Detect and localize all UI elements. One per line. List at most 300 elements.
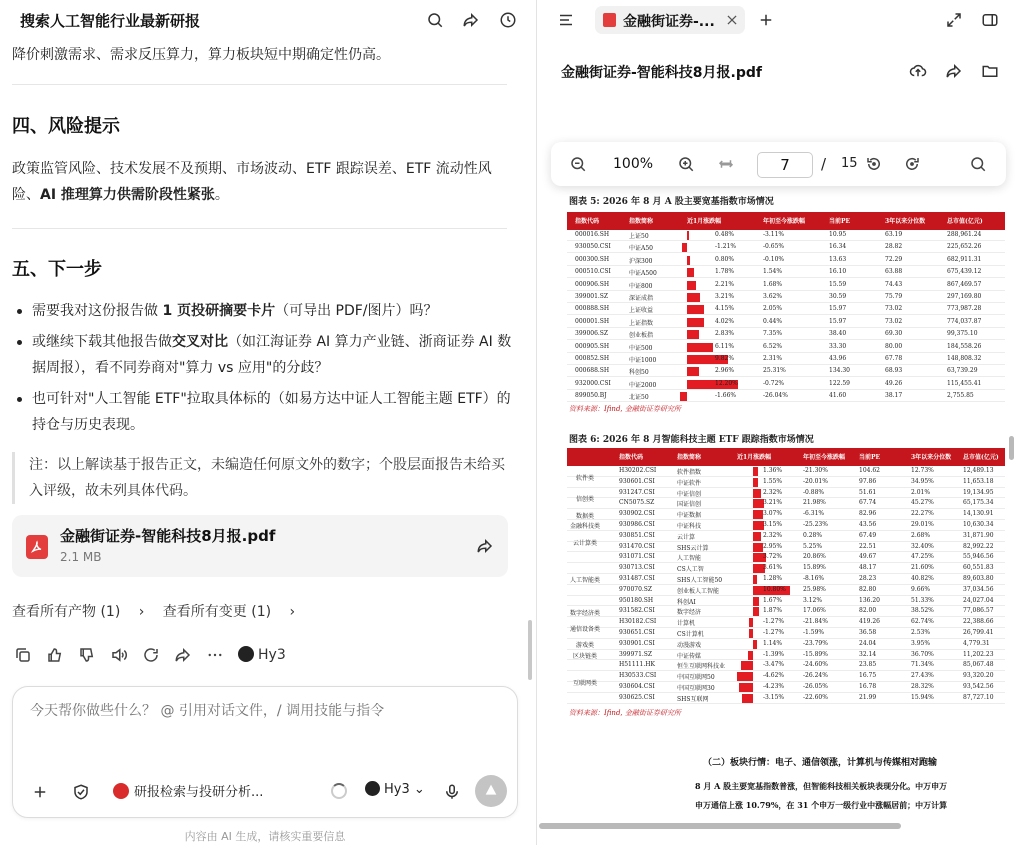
table-row: [567, 509, 1005, 520]
table-cell: 0.28%: [803, 531, 823, 539]
table-cell: 16.10: [829, 268, 847, 276]
table6-group-label: 信创类: [575, 496, 594, 504]
table-cell: 0.44%: [763, 317, 783, 325]
table-cell: 国证信创: [677, 501, 702, 509]
table-cell: 225,652.26: [947, 243, 982, 251]
table-cell: H30182.CSI: [619, 618, 657, 626]
share-icon[interactable]: [476, 537, 494, 555]
table-row: [567, 650, 1005, 661]
table-cell: H30202.CSI: [619, 467, 657, 474]
table-cell: -26.24%: [803, 672, 828, 680]
folder-icon[interactable]: [981, 62, 999, 80]
table-cell: 82,992.22: [963, 542, 994, 550]
table-cell: 6.52%: [763, 342, 783, 350]
table-cell: 17.06%: [803, 607, 826, 615]
table-row: [567, 366, 1005, 377]
document-title: 金融街证券-智能科技8月报.pdf: [561, 65, 763, 81]
table-row: [567, 596, 1005, 607]
table-cell: 2.96%: [715, 367, 735, 375]
table-cell: 47.25%: [911, 553, 934, 561]
tab-label: 金融街证券-...: [623, 14, 715, 30]
table-cell: 773,987.28: [947, 305, 982, 313]
expand-icon[interactable]: [945, 11, 963, 29]
speaker-icon[interactable]: [110, 646, 128, 664]
table-row: [567, 317, 1005, 328]
table-cell: 3.61%: [763, 564, 783, 572]
table-cell: 16.75: [859, 672, 877, 680]
table-cell: 930625.CSI: [619, 693, 655, 701]
table-cell: 上证50: [629, 233, 649, 240]
disclaimer-note: 注：以上解读基于报告正文，未编造任何原文外的数字；个股层面报告未给买入评级，故未列具体代码。: [12, 452, 512, 504]
chat-input[interactable]: [30, 703, 500, 719]
upload-cloud-icon[interactable]: [909, 62, 927, 80]
table5-header-cell: 近1月涨跌幅: [687, 218, 722, 225]
table-cell: 2.21%: [715, 280, 735, 288]
table-cell: 000906.SH: [575, 280, 610, 288]
table-cell: 24.04: [859, 639, 877, 647]
bullet-post: （如江海证券 AI 算力产业链、浙商证券 AI 数据周报），看不同券商对"算力 vs 应用"的分歧？: [32, 334, 512, 376]
table6-header-cell: 近1月涨跌幅: [737, 454, 772, 461]
table-cell: 930713.CSI: [619, 564, 655, 572]
table-cell: 15.89%: [803, 564, 826, 572]
table-cell: 87,727.10: [963, 693, 994, 701]
table-cell: 27.43%: [911, 672, 934, 680]
table-cell: 15.97: [829, 317, 847, 325]
table-cell: -3.47%: [763, 661, 785, 669]
list-item: [12, 386, 512, 438]
search-icon[interactable]: [426, 11, 444, 29]
table-row: [567, 531, 1005, 542]
table-cell: -4.23%: [763, 683, 785, 690]
table-cell: 67.49: [859, 531, 877, 539]
table-cell: 中国互联网50: [677, 674, 715, 682]
change-bar: [687, 293, 700, 302]
table-cell: 2.32%: [763, 531, 783, 539]
table-cell: 10.95: [829, 231, 847, 238]
table-cell: -0.88%: [803, 488, 825, 496]
history-icon[interactable]: [499, 11, 517, 29]
plus-icon[interactable]: [31, 783, 49, 801]
table-cell: 774,037.87: [947, 317, 982, 325]
bullet-bold: 1 页投研摘要卡片: [162, 303, 276, 319]
file-attachment-card[interactable]: [12, 515, 508, 577]
table-cell: -1.27%: [763, 618, 785, 626]
table-cell: 中证数据: [677, 512, 702, 520]
tab-pdf-file[interactable]: [595, 6, 745, 34]
table-cell: 930651.CSI: [619, 629, 655, 636]
table5-header-cell: 年初至今涨跌幅: [763, 218, 806, 225]
section-heading-next-steps: 五、下一步: [12, 259, 102, 280]
change-bar: [753, 510, 763, 519]
table-cell: 中证传媒: [677, 652, 702, 660]
table-cell: 数字经济: [677, 609, 702, 617]
change-bar: [753, 543, 763, 552]
table-cell: 0.48%: [715, 231, 735, 238]
table5-caption: 图表 5: 2026 年 8 月 A 股主要宽基指数市场情况: [569, 197, 774, 207]
zoom-in-icon[interactable]: [677, 155, 695, 173]
table-cell: 中国互联网30: [677, 685, 715, 692]
table-cell: 28.82: [885, 243, 903, 251]
table6-group-label: 软件类: [575, 474, 594, 482]
regenerate-icon[interactable]: [142, 646, 160, 664]
menu-icon[interactable]: [557, 11, 575, 29]
table-row: [567, 230, 1005, 241]
body-line-2: 申万通信上涨 10.79%，在 31 个申万一级行业中涨幅居前；中万计算: [695, 800, 948, 810]
table6-header-cell: 指数代码: [619, 454, 644, 461]
skill-logo-icon: [113, 783, 129, 799]
model-name: Hy3: [258, 647, 286, 663]
table-cell: 深证成指: [629, 295, 654, 302]
thumbs-up-icon[interactable]: [46, 646, 64, 664]
change-bar: [753, 478, 758, 487]
bullet-bold: 交叉对比: [172, 334, 228, 350]
table6-group-label: 游戏类: [575, 642, 594, 650]
table-row: [567, 682, 1005, 693]
table-cell: 41.60: [829, 392, 847, 400]
table-cell: 37,034.56: [963, 585, 994, 593]
table-cell: 77,086.57: [963, 607, 994, 615]
change-bar: [741, 661, 753, 670]
table-cell: 28.23: [859, 575, 877, 582]
table-cell: 沪深300: [629, 257, 653, 265]
table-cell: 1.68%: [763, 280, 783, 288]
table-cell: 6.11%: [715, 342, 735, 350]
table-row: [567, 477, 1005, 488]
view-all-changes-link[interactable]: 查看所有变更 (1) ›: [162, 604, 296, 620]
table-cell: 73.02: [885, 305, 903, 313]
table-cell: 21.98%: [803, 499, 826, 507]
table-row: [567, 617, 1005, 628]
change-bar: [749, 618, 753, 627]
table-row: [567, 520, 1005, 531]
table6-group-label: 云计算类: [572, 539, 597, 547]
table6-header-cell: 指数简称: [677, 454, 702, 461]
table-cell: 创业板人工智能: [677, 587, 720, 595]
zoom-level[interactable]: 100%: [613, 156, 654, 172]
mic-icon[interactable]: [443, 783, 461, 801]
table-cell: 2.68%: [911, 531, 931, 539]
table-cell: 0.80%: [715, 255, 735, 263]
fit-width-icon[interactable]: [717, 155, 735, 173]
table-cell: 71.34%: [911, 661, 934, 669]
thumbs-down-icon[interactable]: [78, 646, 96, 664]
table-cell: 10,630.34: [963, 521, 994, 528]
table-row: [567, 671, 1005, 682]
skill-chip[interactable]: [113, 781, 263, 800]
model-selector-label: Hy3: [384, 782, 410, 797]
change-bar: [753, 597, 759, 606]
table-cell: 184,558.26: [947, 342, 982, 350]
table-cell: 21.99: [859, 693, 877, 701]
table-cell: H51111.HK: [619, 661, 655, 669]
table-cell: 19,134.95: [963, 488, 994, 496]
table-cell: 82.96: [859, 510, 877, 518]
more-icon[interactable]: [206, 646, 224, 664]
table-row: [567, 391, 1005, 402]
table-cell: 2.95%: [763, 542, 783, 550]
table6-group-label: 互联网类: [572, 680, 597, 687]
table6-group-label: 数字经济类: [569, 609, 600, 617]
table6-group-label: 数据类: [575, 512, 594, 520]
table-cell: 932000.CSI: [575, 379, 611, 387]
table5-header-cell: 3年以来分位数: [885, 218, 926, 225]
table6-group-label: 金融科技类: [569, 523, 600, 531]
chat-header: [0, 0, 536, 40]
table-cell: 115,455.41: [947, 379, 982, 387]
table-cell: 创业板指: [629, 332, 654, 340]
table-cell: SHS人工智能50: [677, 577, 723, 584]
table-cell: 000888.SH: [575, 305, 610, 313]
table-cell: 上证指数: [629, 319, 654, 327]
table-cell: 931582.CSI: [619, 607, 655, 615]
table-cell: 中证A50: [629, 245, 653, 253]
table5-header-cell: 当前PE: [829, 218, 851, 225]
table-cell: 恒生互联网科技业: [677, 663, 726, 671]
table-cell: 13.63: [829, 255, 847, 263]
table-cell: 82.00: [859, 607, 877, 615]
table-cell: 科创AI: [677, 598, 696, 606]
link-label: 查看所有变更 (1): [162, 604, 272, 620]
pdf-file-icon: [603, 13, 616, 27]
table-cell: 65,175.34: [963, 499, 994, 507]
file-name: 金融街证券-智能科技8月报.pdf: [60, 527, 276, 545]
file-size: 2.1 MB: [60, 550, 102, 564]
send-button[interactable]: [475, 775, 507, 807]
table6-header-cell: 总市值(亿元): [963, 454, 999, 461]
table-cell: 3.95%: [911, 639, 931, 647]
next-steps-list: [12, 298, 512, 443]
bullet-pre: 也可针对"人工智能 ETF"拉取具体标的（如易方达中证人工智能主题 ETF）的持仓与历史表现。: [32, 391, 511, 433]
shield-check-icon[interactable]: [72, 783, 90, 801]
pdf-horizontal-scrollbar[interactable]: [539, 823, 901, 829]
table-cell: 北证50: [629, 394, 649, 402]
table-cell: 63,739.29: [947, 367, 978, 375]
change-bar: [753, 467, 758, 476]
table-cell: 2.01%: [911, 488, 931, 496]
table6-group-label: 通信设备类: [569, 626, 600, 633]
page-number-input[interactable]: [757, 152, 813, 178]
change-bar: [687, 281, 696, 290]
rotate-right-icon[interactable]: [903, 155, 921, 173]
table-cell: 000510.CSI: [575, 268, 611, 276]
table-cell: 2,755.85: [947, 392, 974, 400]
table-cell: 74.43: [885, 280, 903, 288]
new-tab-plus-icon[interactable]: [757, 11, 775, 29]
copy-icon[interactable]: [14, 646, 32, 664]
table-cell: 43.96: [829, 355, 847, 362]
table-cell: 15.97: [829, 305, 847, 313]
table-cell: 26,799.41: [963, 629, 994, 636]
pdf-file-icon: [26, 535, 48, 559]
table-cell: 931470.CSI: [619, 542, 655, 550]
table-cell: 930902.CSI: [619, 510, 655, 518]
table-cell: CN5075.SZ: [619, 499, 655, 507]
table6-header: [567, 448, 1005, 466]
table-cell: 000001.SH: [575, 317, 610, 325]
table-row: [567, 552, 1005, 563]
table-row: [567, 242, 1005, 253]
table-cell: 62.74%: [911, 618, 934, 626]
table-cell: 31,871.90: [963, 531, 994, 539]
table-cell: 148,808.32: [947, 355, 982, 362]
table-cell: -4.62%: [763, 672, 785, 680]
table-cell: -24.60%: [803, 661, 828, 669]
change-bar: [748, 651, 753, 660]
table-cell: 930050.CSI: [575, 243, 611, 251]
table-cell: 2.05%: [763, 305, 783, 313]
table-cell: 14,130.91: [963, 510, 994, 518]
table-cell: 中证A500: [629, 270, 657, 278]
table-cell: -21.84%: [803, 618, 828, 626]
link-label: 查看所有产物 (1): [12, 604, 121, 620]
table-cell: 22.51: [859, 542, 877, 550]
table-cell: 49.26: [885, 379, 903, 387]
risk-text-end: 。: [214, 187, 229, 203]
table-cell: 中证1000: [629, 357, 657, 364]
table6-group-label: 人工智能类: [569, 577, 600, 585]
table-cell: 134.30: [829, 367, 850, 375]
viewer-tab-bar: [537, 0, 1020, 40]
table-cell: 2.83%: [715, 330, 735, 338]
table-cell: 1.28%: [763, 575, 783, 582]
table-cell: 11,202.23: [963, 650, 994, 658]
table-cell: 399006.SZ: [575, 330, 609, 338]
ai-disclaimer: 内容由 AI 生成，请核实重要信息: [184, 830, 346, 843]
list-item: [12, 329, 512, 381]
section-divider: [12, 228, 507, 229]
table-cell: 科创50: [629, 369, 649, 377]
table-cell: 51.61: [859, 488, 877, 496]
table-cell: 1.78%: [715, 268, 735, 276]
table-cell: 97.86: [859, 477, 877, 485]
page-total: 15: [841, 156, 858, 171]
table-cell: -0.10%: [763, 255, 785, 263]
table-row: [567, 379, 1005, 390]
table5-header-cell: 总市值(亿元): [947, 218, 983, 225]
table-cell: 2.53%: [911, 629, 931, 636]
table6-header-cell: 年初至今涨跌幅: [803, 454, 846, 461]
table-cell: -3.11%: [763, 231, 785, 238]
pdf-vertical-scrollbar[interactable]: [1009, 436, 1014, 460]
change-bar: [687, 256, 690, 265]
table-cell: 20.86%: [803, 553, 826, 561]
table-cell: 1.36%: [763, 467, 783, 474]
change-bar: [687, 268, 694, 277]
loading-spinner-icon: [331, 783, 347, 799]
table-cell: 15.94%: [911, 693, 934, 701]
share-icon[interactable]: [945, 62, 963, 80]
table-cell: 12.73%: [911, 467, 934, 474]
table-cell: 682,911.31: [947, 255, 982, 263]
table-cell: 人工智能: [677, 555, 702, 563]
page-separator: /: [821, 155, 827, 173]
table-cell: SHS云计算: [677, 544, 709, 552]
skill-label: 研报检索与投研分析...: [134, 785, 264, 800]
table-cell: 29.01%: [911, 521, 934, 528]
hy3-logo-icon: [238, 646, 254, 662]
table-cell: 000852.SH: [575, 355, 610, 362]
table-cell: 28.32%: [911, 683, 934, 690]
pdf-viewer-pane: [536, 0, 1020, 845]
view-all-products-link[interactable]: 查看所有产物 (1) ›: [12, 604, 145, 620]
table-cell: 36.58: [859, 629, 877, 636]
table-cell: 中证信创: [677, 490, 702, 498]
table-cell: 899050.BJ: [575, 392, 607, 400]
table-cell: 25.31%: [763, 367, 786, 375]
table-cell: 9.82%: [715, 355, 735, 362]
zoom-out-icon[interactable]: [569, 155, 587, 173]
table-cell: -26.05%: [803, 683, 828, 690]
table-cell: 867,469.57: [947, 280, 982, 288]
change-bar: [753, 532, 761, 541]
table-cell: 24,027.04: [963, 596, 994, 604]
bullet-post: （可导出 PDF/图片）吗？: [275, 303, 438, 319]
table-cell: H30533.CSI: [619, 672, 657, 680]
table-cell: 23.85: [859, 661, 877, 669]
chat-scrollbar[interactable]: [528, 620, 532, 680]
table-cell: 3.12%: [803, 596, 823, 604]
table-cell: 33.30: [829, 342, 847, 350]
change-bar: [753, 575, 757, 584]
table-cell: 38.52%: [911, 607, 934, 615]
table-cell: 63.88: [885, 268, 903, 276]
change-bar: [737, 672, 753, 681]
table-row: [567, 280, 1005, 291]
table-cell: 675,439.12: [947, 268, 982, 276]
table-row: [567, 606, 1005, 617]
table-cell: 10.80%: [763, 585, 786, 593]
table-cell: 399001.SZ: [575, 293, 609, 300]
change-bar: [753, 607, 759, 616]
table-cell: 15.59: [829, 280, 847, 288]
search-icon[interactable]: [969, 155, 987, 173]
close-icon[interactable]: [725, 12, 739, 26]
table-cell: 136.20: [859, 596, 880, 604]
table-cell: 85,067.48: [963, 661, 994, 669]
table-cell: 104.62: [859, 467, 880, 474]
table-cell: 43.56: [859, 521, 877, 528]
bullet-pre: 需要我对这份报告做: [32, 303, 163, 319]
table-cell: 4.02%: [715, 317, 735, 325]
change-bar: [680, 392, 687, 401]
table-cell: 000688.SH: [575, 367, 610, 375]
table-cell: 931071.CSI: [619, 553, 655, 561]
table-cell: 12.20%: [715, 379, 738, 387]
table-cell: -26.04%: [763, 392, 788, 400]
table-cell: 36.70%: [911, 650, 934, 658]
table-cell: 38.17: [885, 392, 903, 400]
change-bar: [742, 694, 753, 703]
table-row: [567, 574, 1005, 585]
rotate-left-icon[interactable]: [865, 155, 883, 173]
table-cell: 419.26: [859, 618, 880, 626]
table-cell: 000016.SH: [575, 231, 610, 238]
table5-header: [567, 212, 1005, 230]
table-cell: 软件指数: [677, 469, 702, 476]
table-cell: 11,653.18: [963, 477, 994, 485]
table-cell: 930601.CSI: [619, 477, 655, 485]
table-cell: 32.40%: [911, 542, 934, 550]
sidebar-toggle-icon[interactable]: [981, 11, 999, 29]
table6-group-label: 区块链类: [572, 653, 597, 660]
share-icon[interactable]: [462, 11, 480, 29]
model-selector[interactable]: Hy3 ⌄: [365, 781, 425, 797]
table-row: [567, 255, 1005, 266]
forward-icon[interactable]: [174, 646, 192, 664]
table-cell: 中证2000: [629, 381, 657, 389]
body-heading: （二）板块行情：电子、通信领涨，计算机与传媒相对跑输: [703, 758, 938, 768]
table-row: [567, 498, 1005, 509]
